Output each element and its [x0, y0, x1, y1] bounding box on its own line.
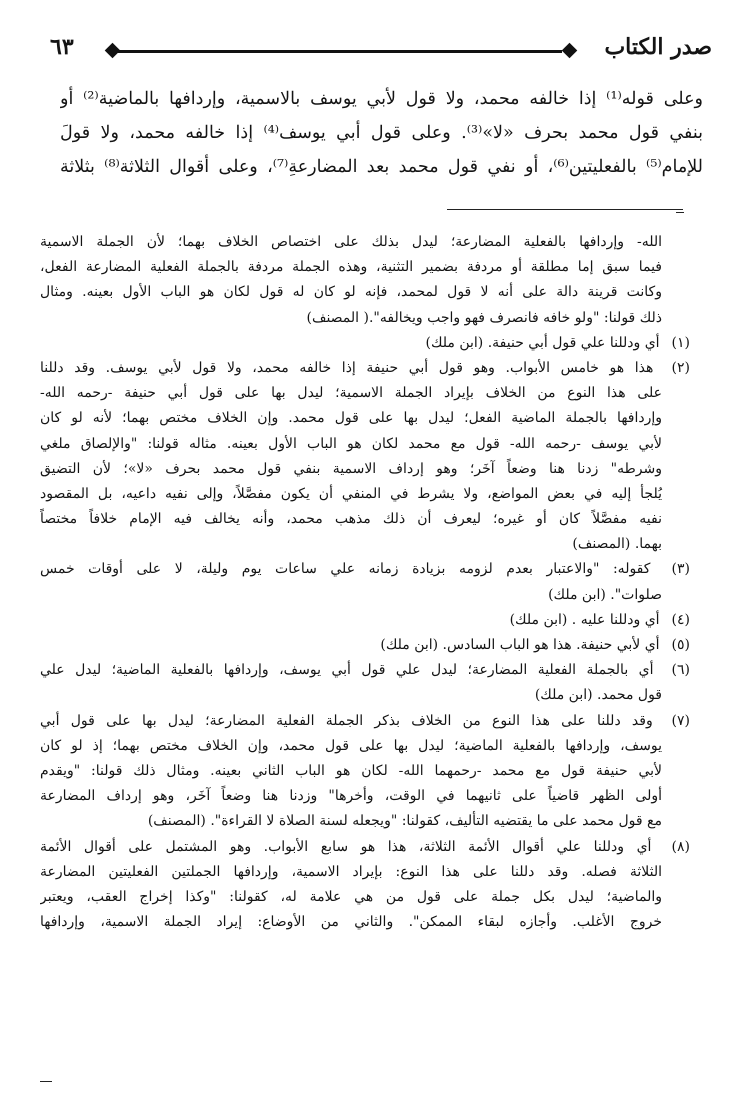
footnote-line: يُلجأ إليه في بعض المواضع، ولا يشرط في المنفي أن يكون مفصَّلاً، وإلى نفيه داعيه، بل المقصود — [40, 485, 662, 502]
footnote-line: أي بالجملة الفعلية المضارعة؛ ليدل علي قول أبي يوسف، وإردافها بالفعلية الماضية؛ ليدل علي — [40, 662, 654, 679]
header-rule — [116, 50, 562, 53]
footnote-number: (٣) — [671, 561, 690, 578]
diamond-ornament-icon — [105, 43, 121, 59]
footnote-line: خروج الأغلب. وأجازه لبقاء الممكن". والثاني من الأوضاع: إيراد الجملة الاسمية، وإردافها — [40, 914, 662, 931]
main-line: بنفي قول محمد بحرف «لا»⁽³⁾. وعلى قول أبي يوسف⁽⁴⁾ إذا خالفه محمد، ولا قولَ — [60, 123, 703, 143]
footnote-number: (٦) — [671, 662, 690, 679]
footnote-number: (٤) — [671, 611, 690, 628]
footnote-line: وقد دللنا على هذا النوع من الخلاف بذكر الجملة الفعلية المضارعة؛ ليدل بها على قول أبي — [40, 712, 653, 729]
footnote-6 — [40, 658, 690, 708]
footnote-line: الثلاثة فصله. وقد دللنا على هذا النوع: بإيراد الاسمية، وإردافها الجملتين الفعليتين المضارعة — [40, 863, 662, 880]
footnote-line: صلوات". (ابن ملك) — [548, 586, 662, 603]
page-header — [50, 34, 712, 68]
footnote-number: (٥) — [671, 637, 690, 653]
footnote-line: نفيه مفصَّلاً كان أو غيره؛ ليعرف أن ذلك مذهب محمد، وأنه يخالف فيه الإمام خلافاً مختصاً — [40, 511, 662, 528]
footnote-line: أي ودللنا علي أقوال الأئمة الثلاثة، هذا هو سابع الأبواب. وهو المشتمل على أقوال الأئمة — [40, 838, 652, 855]
footnote-line: الله- وإردافها بالفعلية المضارعة؛ ليدل بذلك على اختصاص الخلاف بهما؛ لأن الجملة الاسمية — [40, 234, 662, 250]
footnote-line: ذلك قولنا: "ولو خافه فانصرف فهو واجب ويخالفه".( المصنف) — [306, 309, 662, 326]
footnote-5 — [40, 633, 690, 658]
footnote-line: مع قول محمد على ما يقتضيه التأليف، كقولنا: "ويجعله لسنة الصلاة لا القراءة". (المصنف) — [147, 813, 662, 830]
footnote-continued — [40, 230, 690, 331]
footnote-line: أي ودللنا علي قول أبي حنيفة. (ابن ملك) — [425, 334, 660, 351]
footnote-line: قول محمد. (ابن ملك) — [534, 687, 662, 704]
footnote-4 — [40, 608, 690, 633]
main-line: وعلى قوله⁽¹⁾ إذا خالفه محمد، ولا قول لأبي يوسف بالاسمية، وإردافها بالماضية⁽²⁾ أو — [60, 89, 703, 109]
page-number: ٦٣ — [50, 34, 74, 60]
running-title: صدر الكتاب — [604, 34, 712, 60]
footnote-number: (٨) — [671, 838, 690, 855]
footnote-line: يوسف، وإردافها بالفعلية الماضية؛ ليدل بها على قول محمد، وإن الخلاف مختص بهما؛ إذ لو كان — [40, 737, 662, 754]
main-text — [60, 82, 703, 184]
diamond-ornament-icon — [562, 43, 578, 59]
footnote-line: أي لأبي حنيفة. هذا هو الباب السادس. (ابن ملك) — [380, 637, 660, 653]
footnote-3 — [40, 557, 690, 607]
footnote-8 — [40, 835, 690, 936]
footnote-line: فيما سبق إما مطلقة أو مردفة بضمير التثنية، وهذه الجملة مردفة بالجملة الفعلية المضارعة الفعل، — [40, 259, 662, 276]
footnote-line: وشرطه" زدنا هنا وضعاً آخَر؛ وهو إرداف الاسمية بنفي قول محمد بحرف «لا»؛ لأن التضيق — [40, 460, 662, 477]
footnote-7 — [40, 709, 690, 835]
footnote-1 — [40, 331, 690, 356]
footnote-2 — [40, 356, 690, 558]
footnote-number: (٧) — [671, 712, 690, 729]
footnote-number: (١) — [671, 334, 690, 351]
footnote-line: وإردافها بالجملة الماضية الفعل؛ ليدل بها على قول محمد. وإن الخلاف مختص بهما؛ لأنه لو كان — [40, 410, 662, 427]
footnote-number: (٢) — [671, 359, 690, 376]
footnote-line: أولى الظهر قاضياً على ثانيهما في الوقت، وأخرها" وزدنا هنا وضعاً آخَر، وهو إرداف المضارعة — [40, 788, 662, 805]
footnote-line: وكانت قرينة دالة على أنه لا قول لمحمد، فإنه لو كان له قول لكان هو الباب الأول بعينه. ومثال — [40, 284, 662, 301]
footnotes — [40, 230, 690, 935]
footnote-line: هذا هو خامس الأبواب. وهو قول أبي حنيفة إذا خالفه محمد، ولا قول لأبي يوسف. وقد دللنا — [40, 359, 654, 376]
continuation-mark — [40, 1081, 52, 1082]
footnote-line: على هذا النوع من الخلاف بإيراد الجملة الاسمية؛ ليدل بها على قول أبي حنيفة -رحمه الله- — [40, 385, 662, 402]
footnote-line: لأبي يوسف -رحمه الله- قول مع محمد لكان هو الباب الأول بعينه. مثاله قولنا: "والإلصاق ملغي — [40, 435, 662, 452]
main-line: للإمام⁽⁵⁾ بالفعليتين⁽⁶⁾، أو نفي قول محمد بعد المضارعةِ⁽⁷⁾، وعلى أقوال الثلاثة⁽⁸⁾ بثلاثة — [60, 157, 703, 177]
footnote-line: أي ودللنا عليه . (ابن ملك) — [509, 611, 660, 628]
footnote-line: والماضية؛ ليدل بكل جملة على قول من هي علامة له، كقولنا: "وكذا إخراج العقب، ويعتبر — [40, 888, 662, 905]
footnote-line: بهما. (المصنف) — [572, 536, 662, 553]
footnote-line: لأبي حنيفة قول مع محمد -رحمهما الله- لكان هو الباب الثاني بعينه. ومثال ذلك قولنا: "ويقدم — [40, 762, 662, 779]
footnote-line: كقوله: "والاعتبار بعدم لزومه بزيادة زمانه علي ساعات يوم وليلة، لا على أوقات خمس — [40, 561, 651, 578]
footnote-separator — [447, 209, 683, 210]
footnote-continuation-mark — [676, 212, 684, 213]
